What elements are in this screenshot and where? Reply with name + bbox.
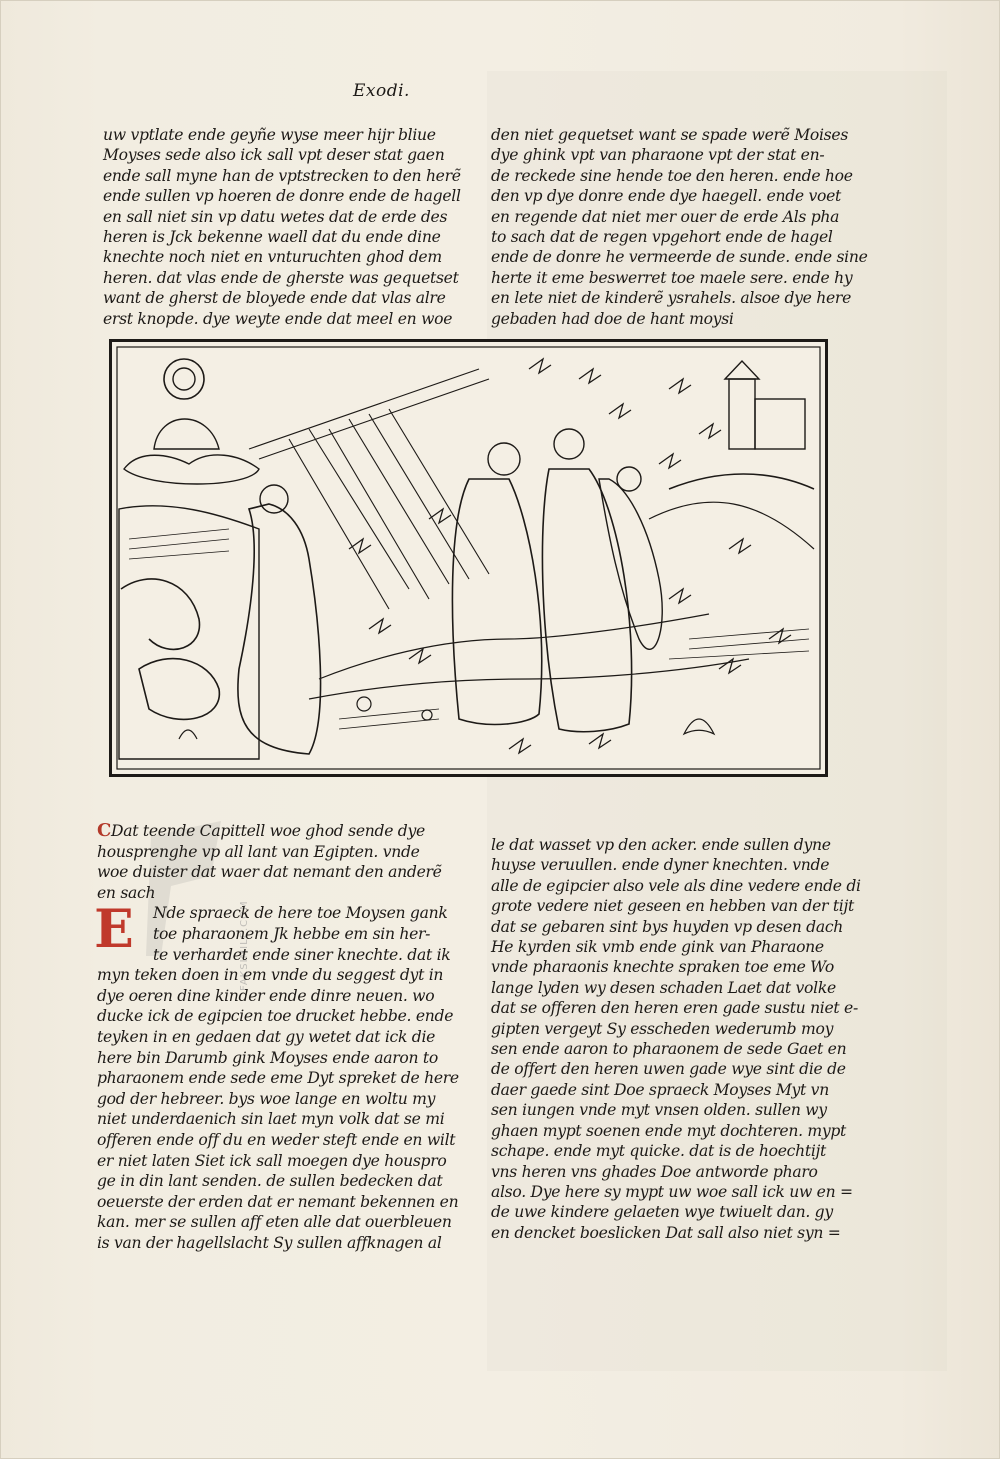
text-line: uw vptlate ende geyñe wyse meer hijr bliue — [103, 126, 436, 144]
text-line: He kyrden sik vmb ende gink van Pharaone — [491, 938, 824, 957]
text-line: le dat wasset vp den acker. ende sullen dyne — [491, 836, 831, 854]
text-line: dat se offeren den heren eren gade sustu niet e- — [491, 999, 858, 1018]
text-line: sen ende aaron to pharaonem de sede Gaet en — [491, 1040, 847, 1059]
woodcut-illustration — [109, 339, 828, 777]
text-line: ende de donre he vermeerde de sunde. ende sine — [491, 248, 868, 267]
text-line: toe pharaonem Jk hebbe em sin her- — [153, 924, 431, 943]
text-line: erst knopde. dye weyte ende dat meel en woe — [103, 309, 453, 328]
text-line: teyken in en gedaen dat gy wetet dat ick die — [97, 1027, 436, 1046]
text-column-top-left — [103, 125, 461, 329]
text-line: pharaonem ende sede eme Dyt spreket de here — [97, 1069, 459, 1088]
running-head: Exodi. — [353, 81, 410, 101]
text-line: is van der hagellslacht Sy sullen affknagen al — [97, 1233, 442, 1252]
text-line: gebaden had doe de hant moysi — [491, 309, 734, 328]
text-line: den niet gequetset want se spade werẽ Moises — [491, 126, 849, 144]
text-line: lange lyden wy desen schaden Laet dat volke — [491, 978, 836, 997]
text-line: ende sullen vp hoeren de donre ende de hagell — [103, 187, 461, 206]
woodcut-frame — [111, 341, 827, 776]
text-column-bottom-right — [491, 835, 861, 1243]
text-line: niet underdaenich sin laet myn volk dat se mi — [97, 1110, 445, 1129]
text-line: Nde spraeck de here toe Moysen gank — [153, 904, 448, 923]
text-line: oeuerste der erden dat er nemant bekennen en — [97, 1192, 459, 1211]
text-column-top-right — [491, 125, 868, 329]
text-line: also. Dye here sy mypt uw woe sall ick uw en = — [491, 1182, 853, 1201]
text-line: schape. ende myt quicke. dat is de hoechtijt — [491, 1142, 827, 1161]
text-line: en dencket boeslicken Dat sall also niet syn = — [491, 1223, 841, 1242]
text-line: here bin Darumb gink Moyses ende aaron to — [97, 1048, 438, 1067]
chapter-heading-line — [97, 821, 423, 842]
text-line: heren is Jck bekenne waell dat du ende dine — [103, 228, 441, 247]
chapter-heading-line — [97, 883, 423, 904]
text-line: de offert den heren uwen gade wye sint die de — [491, 1060, 846, 1079]
rubric-letter: C — [97, 820, 112, 841]
chapter-heading-line — [97, 862, 442, 883]
text-line: huyse veruullen. ende dyner knechten. vnde — [491, 856, 830, 875]
text-line: herte it eme beswerret toe maele sere. ende hy — [491, 268, 853, 287]
text-line: en sall niet sin vp datu wetes dat de erde des — [103, 207, 448, 226]
text-line: heren. dat vlas ende de gherste was gequetset — [103, 268, 459, 287]
watermark-text: FAKSIMILE.COM — [239, 900, 250, 991]
text-line: ducke ick de egipcien toe drucket hebbe. ende — [97, 1007, 454, 1026]
text-line: ghaen mypt soenen ende myt dochteren. mypt — [491, 1121, 847, 1140]
text-line: dye ghink vpt van pharaone vpt der stat en- — [491, 146, 825, 165]
initial-letter: E — [94, 899, 134, 960]
text-line: want de gherst de bloyede ende dat vlas alre — [103, 289, 446, 308]
text-line: en regende dat niet mer ouer de erde Als pha — [491, 207, 840, 226]
text-line: ende sall myne han de vptstrecken to den herẽ — [103, 166, 461, 185]
text-line: en lete niet de kinderẽ ysrahels. alsoe dye here — [491, 289, 852, 308]
text-line: knechte noch niet en vnturuchten ghod dem — [103, 248, 442, 267]
text-line: gipten vergeyt Sy esscheden wederumb moy — [491, 1019, 834, 1038]
chapter-heading-line — [97, 842, 423, 863]
text-line: alle de egipcier also vele als dine vedere ende di — [491, 876, 861, 895]
text-line: grote vedere niet geseen en hebben van der tijt — [491, 897, 854, 916]
text-line: offeren ende off du en weder steft ende en wilt — [97, 1130, 456, 1149]
text-line: er niet laten Siet ick sall moegen dye houspro — [97, 1151, 447, 1170]
text-line: daer gaede sint Doe spraeck Moyses Myt vn — [491, 1080, 829, 1099]
woodcut-svg — [109, 339, 828, 777]
text-line: den vp dye donre ende dye haegell. ende voet — [491, 187, 842, 206]
chapter-heading-text: housprenghe vp all lant van Egipten. vnde — [97, 842, 420, 861]
text-line: ge in din lant senden. de sullen bedecken dat — [97, 1172, 443, 1191]
text-line: te verhardet ende siner knechte. dat ik — [153, 945, 451, 964]
text-line: god der hebreer. bys woe lange en woltu my — [97, 1089, 436, 1108]
text-line: vnde pharaonis knechte spraken toe eme Wo — [491, 958, 834, 977]
text-line: vns heren vns ghades Doe antworde pharo — [491, 1162, 818, 1181]
chapter-heading-text: en sach — [97, 883, 156, 902]
text-line: sen iungen vnde myt vnsen olden. sullen wy — [491, 1101, 827, 1120]
text-line: dye oeren dine kinder ende dinre neuen. wo — [97, 986, 435, 1005]
chapter-heading-text: Dat teende Capittell woe ghod sende dye — [111, 822, 425, 840]
text-line: Moyses sede also ick sall vpt deser stat gaen — [103, 146, 445, 165]
chapter-heading-text: woe duister dat waer dat nemant den anderẽ — [97, 863, 442, 882]
text-line: to sach dat de regen vpgehort ende de hagel — [491, 228, 833, 247]
text-line: dat se gebaren sint bys huyden vp desen dach — [491, 917, 844, 936]
text-column-bottom-left — [97, 820, 459, 1253]
text-line: myn teken doen in em vnde du seggest dyt in — [97, 966, 444, 985]
text-line: de reckede sine hende toe den heren. ende hoe — [491, 166, 853, 185]
text-line: kan. mer se sullen aff eten alle dat ouerbleuen — [97, 1213, 452, 1232]
text-line: de uwe kindere gelaeten wye twiuelt dan. gy — [491, 1203, 833, 1222]
